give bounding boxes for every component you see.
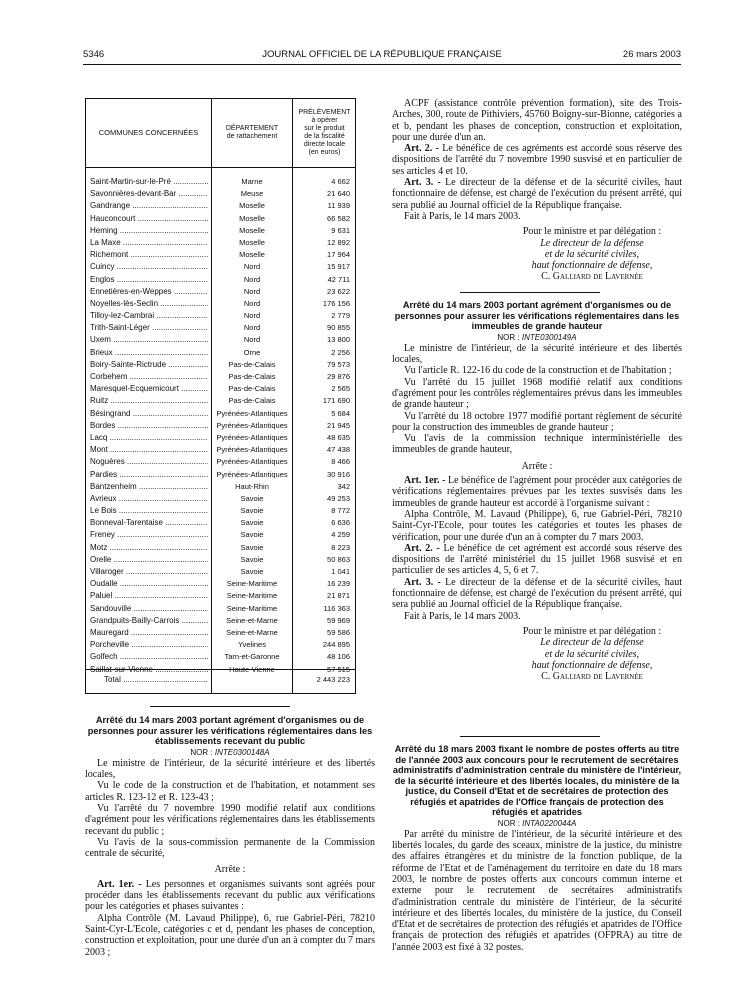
- levy-amount: 4 662: [331, 177, 350, 186]
- article-1: [85, 879, 375, 913]
- table-row: [86, 286, 355, 298]
- signature-line: haut fonctionnaire de défense,: [531, 659, 653, 671]
- table-row: [86, 395, 355, 407]
- levy-amount: 17 964: [327, 250, 350, 260]
- levy-amount: 8 772: [331, 506, 350, 516]
- section-separator: [150, 706, 290, 707]
- commune-name: Englos .....: [90, 274, 208, 286]
- table-row: [86, 590, 355, 602]
- commune-name: Mont .....: [90, 444, 208, 456]
- commune-name: Cuincy .....: [90, 261, 208, 273]
- levy-amount: 57 515: [327, 664, 350, 674]
- department-name: Seine-et-Marne: [226, 627, 278, 637]
- signature-block: [392, 626, 682, 682]
- commune-name: Mauregard .....: [90, 627, 208, 639]
- commune-name: Heming .....: [90, 225, 208, 237]
- table-row: [86, 493, 355, 505]
- table-row: [86, 188, 355, 200]
- table-row: [86, 651, 355, 663]
- department-name: Nord: [243, 298, 261, 308]
- department-name: Orne: [243, 347, 261, 357]
- levy-amount: 50 863: [327, 554, 350, 564]
- levy-amount: 49 253: [327, 493, 350, 503]
- nor-reference: [392, 332, 682, 343]
- article-label: Art. 3. -: [404, 177, 441, 189]
- department-name: Moselle: [239, 250, 265, 260]
- paragraph: ACPF (assistance contrôle prévention formation), site des Trois-Arches, 300, route de Pithiviers, 45760 Boigny-sur-Bionne, catégories a et b, pendant les phases de conception, construction et exploitation, pour une durée d'un an.: [392, 98, 682, 143]
- levy-amount: 29 876: [327, 372, 350, 381]
- table-row: [86, 420, 355, 432]
- table-row: [86, 347, 355, 359]
- article-2: [392, 143, 682, 177]
- department-name: Savoie: [240, 554, 264, 564]
- article-label: Art. 3. -: [404, 576, 441, 588]
- nor-reference: [85, 747, 375, 758]
- department-name: Savoie: [240, 506, 264, 516]
- department-name: Nord: [243, 323, 261, 333]
- journal-title: JOURNAL OFFICIEL DE LA RÉPUBLIQUE FRANÇAISE: [262, 49, 502, 60]
- department-name: Pyrénées-Atlantiques: [216, 469, 288, 479]
- article-label: Art. 1er. -: [97, 878, 142, 890]
- commune-name: Brieux .....: [90, 347, 208, 359]
- table-row: [86, 603, 355, 615]
- nor-label: NOR :: [190, 747, 213, 757]
- commune-name: Maresquel-Ecquemicourt .....: [90, 383, 208, 395]
- table-row: [86, 408, 355, 420]
- commune-name: Oudalle .....: [90, 578, 208, 590]
- nor-label: NOR :: [497, 818, 520, 828]
- table-row: [86, 542, 355, 554]
- department-name: Marne: [241, 177, 263, 186]
- article-label: Art. 2. -: [404, 143, 439, 155]
- department-name: Moselle: [239, 225, 265, 235]
- arrete-word: Arrête :: [521, 460, 553, 472]
- commune-name: Bésingrand .....: [90, 408, 208, 420]
- table-row: [86, 456, 355, 468]
- article-3: [392, 177, 682, 211]
- department-name: Haut-Rhin: [235, 481, 269, 491]
- table-row: [86, 298, 355, 310]
- department-name: Haute-Vienne: [229, 664, 275, 674]
- commune-name: Corbehem .....: [90, 371, 208, 383]
- department-name: Moselle: [239, 201, 265, 211]
- signature-line: Le directeur de la défense: [540, 637, 644, 649]
- department-name: Pyrénées-Atlantiques: [216, 432, 288, 442]
- table-row: [86, 578, 355, 590]
- table-row: [86, 639, 355, 651]
- levy-amount: 6 636: [331, 518, 350, 528]
- paragraph: Alpha Contrôle, M. Lavaud (Philippe), 6, rue Gabriel-Péri, 78210 Saint-Cyr-l'Ecole, pour toutes les catégories et toutes les phases de vérification, pour une durée d'un an à compter du 7 mars 2003.: [392, 508, 682, 543]
- department-name: Pyrénées-Atlantiques: [216, 420, 288, 430]
- levy-amount: 48 106: [327, 652, 350, 662]
- levy-amount: 42 711: [327, 274, 350, 284]
- column-header-commune: COMMUNES CONCERNÉES: [98, 128, 199, 137]
- table-row: [86, 529, 355, 541]
- table-row: [86, 176, 355, 188]
- levy-amount: 90 855: [327, 323, 350, 333]
- table-row: [86, 566, 355, 578]
- levy-header-line: sur le produit: [304, 125, 345, 132]
- commune-name: Hauconcourt .....: [90, 213, 208, 225]
- arrete-erp-continued: [392, 98, 682, 283]
- commune-name: Saillat-sur-Vienne .....: [90, 664, 208, 676]
- paragraph: Par arrêté du ministre de l'intérieur, de la sécurité intérieure et des libertés locales, du garde des sceaux, ministre de la justice, du ministre des affaires étrangères et du ministre de la fonction publique, de la réforme de l'Etat et de l'aménagement du territoire en date du 18 mars 2003, le nombre de postes offerts aux concours commun interne et externe pour le recrutement de secrétaires administratifs d'administration centrale du ministère de l'intérieur, de la sécurité intérieure et des libertés locales, du ministère de la justice, du Conseil d'Etat et de secrétaires de protection des réfugiés et apatrides de l'Office français de protection des réfugiés et apatrides (OFPRA) au titre de l'année 2003 est fixé à 32 postes.: [392, 828, 682, 953]
- levy-amount: 59 969: [327, 615, 350, 625]
- commune-name: Villaroger .....: [90, 566, 208, 578]
- arrete-title: Arrêté du 14 mars 2003 portant agrément d'organismes ou de personnes pour assurer les vérifications réglementaires dans les établissements recevant du public: [87, 715, 373, 746]
- table-row: [86, 213, 355, 225]
- article-text: Le directeur de la défense et de la sécurité civiles, haut fonctionnaire de défense, est chargé de l'exécution du présent arrêté, qui sera publié au Journal officiel de la République française.: [392, 177, 683, 211]
- table-row: [86, 481, 355, 493]
- commune-name: Bordes .....: [90, 420, 208, 432]
- paragraph: Vu l'avis de la sous-commission permanente de la Commission centrale de sécurité,: [85, 836, 375, 860]
- department-name: Seine-Maritime: [226, 603, 278, 613]
- levy-amount: 47 438: [327, 445, 350, 455]
- commune-name: Pardies .....: [90, 469, 208, 481]
- column-header-levy: [293, 101, 356, 165]
- arrete-title: Arrêté du 18 mars 2003 fixant le nombre de postes offerts au titre de l'année 2003 aux concours pour le recrutement de secrétaires administratifs d'administration centrale du ministère de l'intérieur, de la sécurité intérieure et des libertés locales, du ministère de la justice, du Conseil d'Etat et de secrétaires de protection des réfugiés et apatrides de l'Office français de protection des réfugiés et apatrides: [392, 744, 682, 817]
- table-row: [86, 505, 355, 517]
- article-text: Le bénéfice de cet agrément est accordé sous réserve des dispositions de l'arrêté ministériel du 15 juillet 1968 susvisé et en particulier de ses articles 4, 5, 6 et 7.: [392, 542, 682, 577]
- department-name: Savoie: [240, 493, 264, 503]
- commune-name: Grandpuits-Bailly-Carrois .....: [90, 615, 208, 627]
- commune-name: Noyelles-lès-Seclin .....: [90, 298, 208, 310]
- table-row: [86, 383, 355, 395]
- levy-header-line: de la fiscalité: [304, 133, 345, 140]
- dept-header-line: de rattachement: [226, 133, 278, 140]
- table-row: [86, 310, 355, 322]
- department-name: Nord: [243, 262, 261, 272]
- levy-amount: 5 684: [331, 408, 350, 418]
- levy-amount: 2 256: [331, 347, 350, 357]
- paragraph: Vu le code de la construction et de l'habitation, et notamment ses articles R. 123-12 et R. 123-43 ;: [85, 780, 375, 803]
- arrete-word: Arrête :: [214, 864, 246, 876]
- levy-amount: 66 582: [327, 213, 350, 223]
- department-name: Savoie: [240, 542, 264, 552]
- levy-amount: 11 939: [327, 201, 350, 211]
- table-row: [86, 627, 355, 639]
- commune-name: Paluel .....: [90, 590, 208, 602]
- commune-name: Freney .....: [90, 529, 208, 541]
- nor-code: INTA0220044A: [522, 818, 577, 828]
- department-name: Pas-de-Calais: [228, 372, 276, 381]
- department-name: Nord: [243, 335, 261, 345]
- commune-name: Bonneval-Tarentaise .....: [90, 517, 208, 529]
- signature-line: et de la sécurité civiles,: [544, 248, 640, 260]
- department-name: Yvelines: [238, 640, 266, 650]
- paragraph: Vu l'arrêté du 7 novembre 1990 modifié relatif aux conditions d'agrément pour les vérifications réglementaires dans les établissements recevant du public ;: [85, 802, 375, 837]
- levy-amount: 342: [337, 481, 350, 491]
- department-name: Seine-et-Marne: [226, 615, 278, 625]
- levy-amount: 48 635: [327, 432, 350, 442]
- levy-table: [85, 98, 356, 694]
- levy-amount: 2 779: [331, 311, 350, 321]
- nor-reference: [392, 818, 682, 829]
- levy-header-line: (en euros): [308, 149, 341, 156]
- department-name: Pyrénées-Atlantiques: [216, 445, 288, 455]
- table-row: [86, 237, 355, 249]
- table-row: [86, 334, 355, 346]
- levy-amount: 21 871: [327, 591, 350, 601]
- nor-code: INTE0300148A: [214, 747, 270, 757]
- department-name: Seine-Maritime: [226, 591, 278, 601]
- page-number: 5346: [83, 49, 105, 60]
- total-amount: 2 443 223: [316, 675, 350, 684]
- levy-amount: 15 917: [327, 262, 350, 272]
- department-name: Tarn-et-Garonne: [224, 652, 280, 662]
- table-row: [86, 469, 355, 481]
- commune-name: Saint-Martin-sur-le-Pré .....: [90, 176, 208, 188]
- commune-name: Tilloy-lez-Cambrai .....: [90, 310, 208, 322]
- department-name: Nord: [243, 274, 261, 284]
- department-name: Nord: [243, 286, 261, 296]
- total-label: Total .....: [104, 673, 208, 687]
- commune-name: Ruitz .....: [90, 395, 208, 407]
- commune-name: Porcheville .....: [90, 639, 208, 651]
- table-row: [86, 432, 355, 444]
- levy-amount: 2 565: [331, 384, 350, 394]
- commune-name: Golfech .....: [90, 651, 208, 663]
- paragraph: Vu l'avis de la commission technique interministérielle des immeubles de grande hauteur,: [392, 433, 682, 456]
- commune-name: Motz .....: [90, 542, 208, 554]
- fait-line: Fait à Paris, le 14 mars 2003.: [404, 610, 521, 622]
- article-label: Art. 2. -: [404, 542, 440, 554]
- table-row: [86, 359, 355, 371]
- issue-date: 26 mars 2003: [622, 49, 681, 60]
- department-name: Pyrénées-Atlantiques: [216, 408, 288, 418]
- commune-name: Sandouville .....: [90, 603, 208, 615]
- commune-name: Noguères .....: [90, 456, 208, 468]
- commune-name: Ennetières-en-Weppes .....: [90, 286, 208, 298]
- levy-amount: 79 573: [327, 359, 350, 369]
- signatory-name: C. Galliard de Lavernée: [541, 671, 643, 683]
- signature-line: Pour le ministre et par délégation :: [522, 226, 662, 238]
- dept-header-line: DÉPARTEMENT: [225, 125, 279, 132]
- arrete-igh: [392, 300, 682, 682]
- table-row: [86, 261, 355, 273]
- department-name: Pas-de-Calais: [228, 396, 276, 406]
- commune-name: Trith-Saint-Léger .....: [90, 322, 208, 334]
- article-3: [392, 577, 682, 611]
- levy-amount: 8 223: [331, 542, 350, 552]
- department-name: Pas-de-Calais: [228, 384, 276, 394]
- commune-name: Richemont .....: [90, 249, 208, 261]
- table-row: [86, 322, 355, 334]
- levy-header-line: PRÉLÈVEMENT: [298, 109, 351, 116]
- nor-label: NOR :: [497, 332, 520, 342]
- signature-line: et de la sécurité civiles,: [544, 648, 640, 660]
- levy-amount: 16 239: [327, 579, 350, 589]
- article-1: [392, 475, 682, 509]
- commune-name: Le Bois .....: [90, 505, 208, 517]
- paragraph: Le ministre de l'intérieur, de la sécurité intérieure et des libertés locales,: [85, 757, 375, 781]
- department-name: Savoie: [240, 518, 264, 528]
- table-row: [86, 371, 355, 383]
- table-row: [86, 274, 355, 286]
- levy-amount: 21 640: [327, 189, 350, 199]
- levy-amount: 30 916: [327, 469, 350, 479]
- paragraph: Le ministre de l'intérieur, de la sécurité intérieure et des libertés locales,: [392, 342, 682, 366]
- article-2: [392, 543, 682, 577]
- signature-line: Pour le ministre et par délégation :: [522, 625, 662, 637]
- section-separator: [460, 292, 600, 293]
- levy-header-line: directe locale: [303, 141, 346, 148]
- department-name: Moselle: [239, 237, 265, 247]
- signatory-name: C. Galliard de Lavernée: [541, 271, 643, 283]
- levy-amount: 9 631: [331, 225, 350, 235]
- article-text: Le directeur de la défense et de la sécurité civiles, haut fonctionnaire de défense, est chargé de l'exécution du présent arrêté, qui sera publié au Journal officiel de la République française.: [392, 576, 683, 611]
- commune-name: Boiry-Sainte-Rictrude .....: [90, 359, 208, 371]
- levy-amount: 1 041: [331, 567, 350, 576]
- levy-amount: 116 363: [323, 603, 350, 613]
- department-name: Nord: [243, 311, 261, 321]
- arrete-title: Arrêté du 14 mars 2003 portant agrément d'organismes ou de personnes pour assurer les vérifications réglementaires dans les immeubles de grande hauteur: [394, 300, 680, 331]
- levy-amount: 12 892: [327, 237, 350, 247]
- table-row: [86, 225, 355, 237]
- column-header-department: [212, 101, 292, 165]
- arrete-erp: [85, 715, 375, 958]
- table-total-row: [86, 673, 355, 687]
- table-row: [86, 554, 355, 566]
- article-text: Le bénéfice de l'agrément pour procéder aux catégories de vérifications réglementaires prévues par les textes susvisés dans les immeubles de grande hauteur est accordé à l'organisme suivant :: [392, 475, 682, 509]
- signature-line: haut fonctionnaire de défense,: [531, 260, 653, 272]
- article-text: Le bénéfice de ces agréments est accordé sous réserve des dispositions de l'arrêté du 7 novembre 1990 susvisé et en particulier de ses articles 4 et 10.: [392, 143, 683, 177]
- department-name: Moselle: [239, 213, 265, 223]
- signature-block: [392, 226, 682, 282]
- commune-name: Orelle .....: [90, 554, 208, 566]
- commune-name: Uxem .....: [90, 334, 208, 346]
- department-name: Seine-Maritime: [226, 579, 278, 589]
- arrete-postes: [392, 744, 682, 953]
- commune-name: Savonnières-devant-Bar .....: [90, 188, 208, 200]
- header-rule: [83, 64, 681, 65]
- page-header: [83, 49, 681, 61]
- commune-name: Bantzenheim .....: [90, 481, 208, 493]
- levy-amount: 4 259: [331, 530, 350, 540]
- levy-amount: 171 690: [322, 396, 350, 406]
- table-row: [86, 444, 355, 456]
- section-separator: [460, 736, 600, 737]
- levy-amount: 176 156: [322, 298, 350, 308]
- department-name: Pyrénées-Atlantiques: [216, 457, 288, 467]
- table-row: [86, 200, 355, 212]
- nor-code: INTE0300149A: [521, 332, 577, 342]
- paragraph: Vu l'arrêté du 15 juillet 1968 modifié relatif aux conditions d'agrément pour les contrôles réglementaires prévus dans les immeubles de grande hauteur ;: [392, 376, 682, 411]
- department-name: Savoie: [240, 530, 264, 540]
- article-text: Les personnes et organismes suivants sont agréés pour procéder dans les établissements recevant du public aux vérifications pour les catégories et phases suivantes :: [85, 878, 376, 913]
- levy-amount: 21 945: [327, 420, 350, 430]
- commune-name: Avrieux .....: [90, 493, 208, 505]
- paragraph: Vu l'arrêté du 18 octobre 1977 modifié portant règlement de sécurité pour la construction des immeubles de grande hauteur ;: [392, 410, 682, 433]
- department-name: Savoie: [240, 567, 264, 576]
- commune-name: La Maxe .....: [90, 237, 208, 249]
- table-row: [86, 615, 355, 627]
- header-divider: [86, 167, 355, 168]
- levy-amount: 13 800: [327, 335, 350, 345]
- article-label: Art. 1er. -: [404, 475, 446, 487]
- table-row: [86, 517, 355, 529]
- paragraph: Vu l'article R. 122-16 du code de la construction et de l'habitation ;: [404, 365, 672, 377]
- department-name: Pas-de-Calais: [228, 359, 276, 369]
- table-row: [86, 249, 355, 261]
- fait-line: Fait à Paris, le 14 mars 2003.: [404, 210, 521, 222]
- signature-line: Le directeur de la défense: [540, 237, 644, 249]
- levy-amount: 8 466: [331, 457, 350, 467]
- levy-amount: 23 622: [327, 286, 350, 296]
- levy-header-line: à opérer: [311, 117, 338, 124]
- commune-name: Gandrange .....: [90, 200, 208, 212]
- levy-amount: 59 586: [327, 627, 350, 637]
- table-body: [86, 176, 355, 676]
- levy-amount: 244 895: [322, 640, 350, 650]
- commune-name: Lacq .....: [90, 432, 208, 444]
- paragraph: Alpha Contrôle (M. Lavaud Philippe), 6, rue Gabriel-Péri, 78210 Saint-Cyr-L'Ecole, catégories c et d, pendant les phases de conception, construction et exploitation, pour une durée d'un an à compter du 7 mars 2003 ;: [85, 912, 375, 958]
- department-name: Meuse: [240, 189, 264, 199]
